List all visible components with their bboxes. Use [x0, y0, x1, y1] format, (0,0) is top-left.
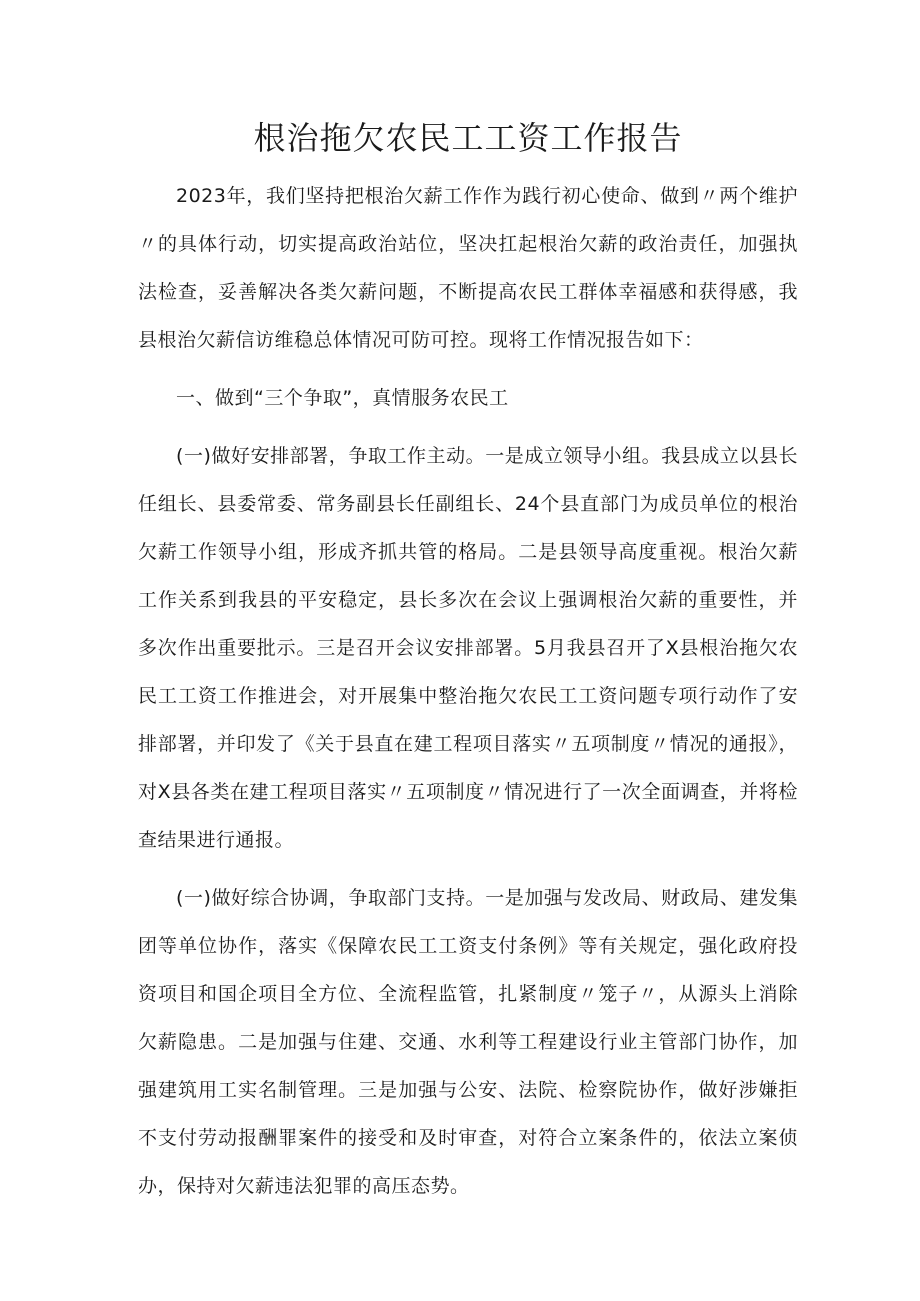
document-page [138, 112, 798, 1210]
subsection-paragraph-2: (一)做好综合协调，争取部门支持。一是加强与发改局、财政局、建发集团等单位协作，落实《保障农民工工资支付条例》等有关规定，强化政府投资项目和国企项目全方位、全流程监管，扎紧制度〃笼子〃，从源头上消除欠薪隐患。二是加强与住建、交通、水利等工程建设行业主管部门协作，加强建筑用工实名制管理。三是加强与公安、法院、检察院协作，做好涉嫌拒不支付劳动报酬罪案件的接受和及时审查，对符合立案条件的，依法立案侦办，保持对欠薪违法犯罪的高压态势。 [138, 887, 798, 1197]
section-heading: 一、做到“三个争取”，真情服务农民工 [176, 387, 509, 409]
intro-paragraph: 2023年，我们坚持把根治欠薪工作作为践行初心使命、做到〃两个维护〃的具体行动，切实提高政治站位，坚决扛起根治欠薪的政治责任，加强执法检查，妥善解决各类欠薪问题，不断提高农民工群体幸福感和获得感，我县根治欠薪信访维稳总体情况可防可控。现将工作情况报告如下： [138, 185, 798, 351]
subsection-paragraph-1: (一)做好安排部署，争取工作主动。一是成立领导小组。我县成立以县长任组长、县委常委、常务副县长任副组长、24个县直部门为成员单位的根治欠薪工作领导小组，形成齐抓共管的格局。二是县领导高度重视。根治欠薪工作关系到我县的平安稳定，县长多次在会议上强调根治欠薪的重要性，并多次作出重要批示。三是召开会议安排部署。5月我县召开了X县根治拖欠农民工工资工作推进会，对开展集中整治拖欠农民工工资问题专项行动作了安排部署，并印发了《关于县直在建工程项目落实〃五项制度〃情况的通报》，对X县各类在建工程项目落实〃五项制度〃情况进行了一次全面调查，并将检查结果进行通报。 [138, 445, 798, 851]
document-title: 根治拖欠农民工工资工作报告 [253, 119, 683, 157]
